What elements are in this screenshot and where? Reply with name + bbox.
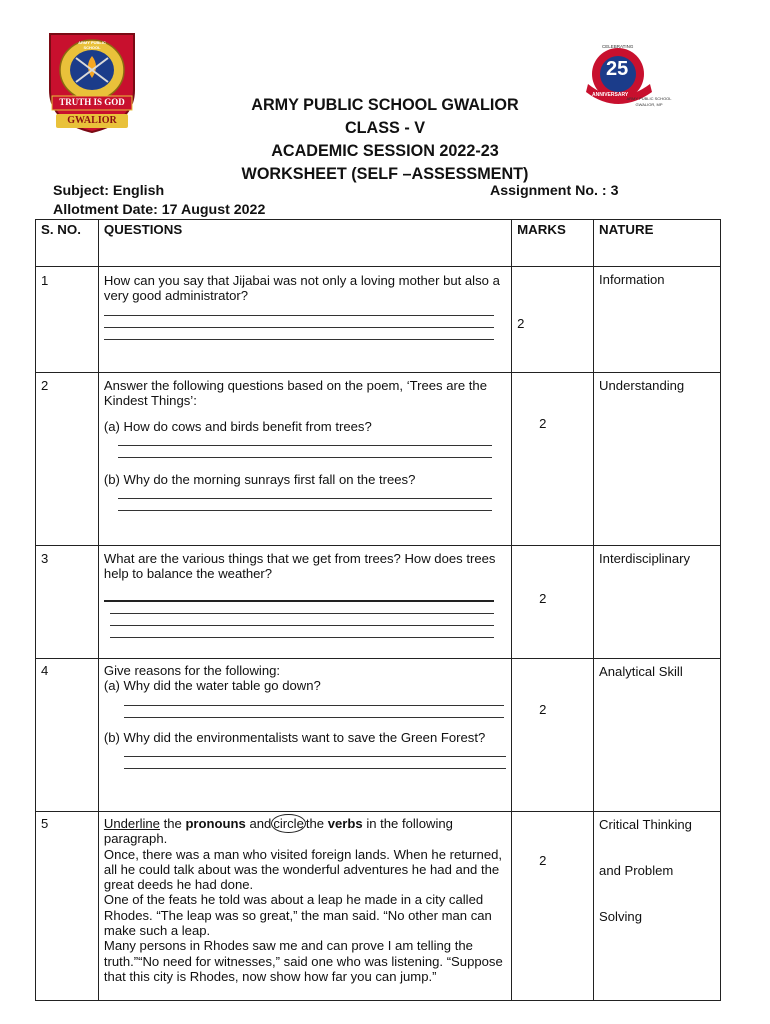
- question-text: What are the various things that we get from trees? How does trees help to balance the weather?: [103, 551, 496, 582]
- table-row: [36, 659, 721, 812]
- nature-line: Critical Thinking: [599, 817, 692, 832]
- anniversary-top-text: CELEBRATING: [602, 44, 634, 49]
- crest-ring-text: ARMY PUBLIC SCHOOL: [78, 40, 106, 50]
- answer-line: [124, 745, 506, 757]
- marks-value: 2: [539, 702, 547, 717]
- marks-value: 2: [539, 853, 547, 868]
- worksheet-title: [130, 94, 640, 186]
- table-row: [36, 267, 721, 373]
- answer-line: [110, 614, 494, 626]
- allotment-date: Allotment Date: 17 August 2022: [53, 202, 266, 218]
- paragraph-line: Many persons in Rhodes saw me and can prove I am telling the truth.”“No need for witnesses,” said one who was listening. “Suppose that this city is Rhodes, now show how far you can jump.”: [103, 938, 503, 984]
- answer-line: [104, 304, 494, 316]
- marks-cell: [512, 812, 594, 1001]
- nature-cell: Interdisciplinary: [594, 546, 721, 659]
- answer-line: [104, 590, 494, 602]
- sub-question-a: (a) How do cows and birds benefit from trees?: [103, 418, 372, 434]
- answer-line: [118, 446, 492, 458]
- nature-line: Solving: [599, 909, 642, 924]
- question-cell: [98, 659, 511, 812]
- worksheet-label: WORKSHEET (SELF –ASSESSMENT): [241, 165, 529, 183]
- class-label: CLASS - V: [344, 119, 426, 137]
- header-questions: QUESTIONS: [98, 220, 511, 267]
- question-text: Answer the following questions based on the poem, ‘Trees are the Kindest Things’:: [103, 378, 488, 409]
- question-cell: [98, 267, 511, 373]
- underline-word: Underline: [103, 816, 160, 831]
- row-number: 3: [36, 546, 99, 659]
- answer-line: [118, 434, 492, 446]
- row-number: 4: [36, 659, 99, 812]
- word: and: [249, 816, 272, 831]
- marks-cell: [512, 659, 594, 812]
- question-text: Give reasons for the following:: [103, 663, 281, 678]
- answer-line: [104, 316, 494, 328]
- word: the: [163, 816, 182, 831]
- table-header-row: [36, 220, 721, 267]
- sub-question-a: (a) Why did the water table go down?: [103, 678, 321, 694]
- nature-line: and Problem: [599, 863, 674, 878]
- word: the: [305, 816, 325, 831]
- nature-cell: Analytical Skill: [594, 659, 721, 812]
- table-row: [36, 373, 721, 546]
- pronouns-word: pronouns: [185, 816, 246, 831]
- answer-line: [124, 706, 504, 718]
- table-row: [36, 812, 721, 1001]
- anniversary-ribbon: ANNIVERSARY: [592, 92, 629, 98]
- question-cell: [98, 546, 511, 659]
- anniversary-city: GWALIOR, MP: [635, 102, 663, 107]
- paragraph-line: One of the feats he told was about a leap he made in a city called Rhodes. “The leap was so great,” the man said. “No other man can make such a leap.: [103, 892, 492, 939]
- answer-line: [110, 602, 494, 614]
- school-crest-logo: [42, 30, 142, 135]
- marks-value: 2: [539, 591, 547, 606]
- marks-value: 2: [539, 416, 547, 431]
- nature-cell: [594, 812, 721, 1001]
- answer-line: [104, 328, 494, 340]
- row-number: 1: [36, 267, 99, 373]
- circle-word: circle: [273, 816, 304, 831]
- marks-cell: [512, 373, 594, 546]
- row-number: 5: [36, 812, 99, 1001]
- paragraph-line: Once, there was a man who visited foreign lands. When he returned, all he could talk about was the wonderful adventures he had and the great deeds he had done.: [103, 846, 503, 893]
- assignment-number: Assignment No. : 3: [490, 183, 619, 199]
- answer-line: [118, 487, 492, 499]
- answer-line: [110, 626, 494, 638]
- header-marks: MARKS: [512, 220, 594, 267]
- marks-cell: [512, 546, 594, 659]
- header-nature: NATURE: [594, 220, 721, 267]
- subject-label: Subject: English: [53, 183, 165, 199]
- row-number: 2: [36, 373, 99, 546]
- school-name: ARMY PUBLIC SCHOOL GWALIOR: [251, 96, 519, 114]
- question-text: How can you say that Jijabai was not only a loving mother but also a very good administrator?: [103, 273, 500, 304]
- worksheet-table: [35, 219, 721, 1001]
- word: in the following paragraph.: [103, 816, 453, 847]
- session-label: ACADEMIC SESSION 2022-23: [271, 142, 499, 160]
- header-sno: S. NO.: [36, 220, 99, 267]
- crest-motto: TRUTH IS GOD: [59, 97, 125, 107]
- question-cell: [98, 373, 511, 546]
- anniversary-number: 25: [606, 58, 629, 80]
- sub-question-b: (b) Why do the morning sunrays first fall on the trees?: [103, 471, 416, 487]
- question-text: [104, 816, 506, 847]
- sub-question-b: (b) Why did the environmentalists want to save the Green Forest?: [103, 729, 486, 745]
- verbs-word: verbs: [327, 816, 363, 831]
- marks-value: 2: [517, 316, 525, 331]
- marks-cell: [512, 267, 594, 373]
- table-row: [36, 546, 721, 659]
- question-cell: [98, 812, 511, 1001]
- anniversary-school-name: ARMY PUBLIC SCHOOL: [626, 96, 672, 101]
- crest-city: GWALIOR: [67, 115, 117, 126]
- nature-cell: Information: [594, 267, 721, 373]
- answer-line: [124, 757, 506, 769]
- answer-line: [124, 694, 504, 706]
- answer-line: [118, 499, 492, 511]
- nature-cell: Understanding: [594, 373, 721, 546]
